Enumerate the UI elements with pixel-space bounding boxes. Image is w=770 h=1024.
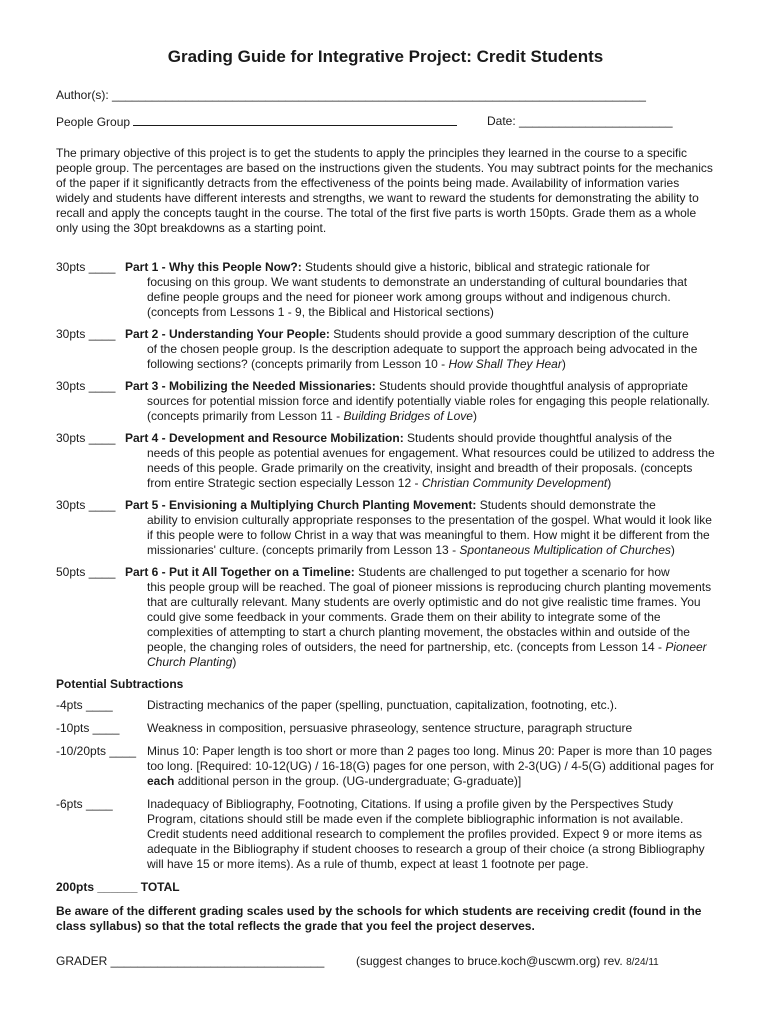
subtraction-text [147,797,715,872]
date-line: Date: _______________________ [487,114,673,128]
part-body [125,565,715,670]
part-lesson-title: How Shall They Hear [448,357,562,371]
subtraction-text-main: Weakness in composition, persuasive phraseology, sentence structure, paragraph structure [147,721,633,735]
part-lesson-title: Building Bridges of Love [343,409,473,423]
part-item [56,565,715,670]
part-points: 30pts ____ [56,498,116,512]
part-heading: Part 2 - Understanding Your People: [125,327,330,341]
part-heading: Part 1 - Why this People Now?: [125,260,302,274]
part-item [56,260,715,320]
subtraction-text [147,698,715,713]
people-group-date-row [56,114,715,130]
subtraction-points: -10pts ____ [56,721,120,735]
part-description: this people group will be reached. The goal of pioneer missions is reproducing church planting movements that are culturally relevant. Many students are overly optimistic and do not give realistic time frames. You could give some feedback in your comments. Grade them on their ability to integrate some of the complexities of attempting to start a church planting movement, the obstacles within and outside of the people, the changing roles of outsiders, the need for partnership, etc. (concepts from Lesson 14 - [147,580,712,654]
part-first-line: Students should demonstrate the [476,498,656,512]
part-points: 50pts ____ [56,565,116,579]
part-tail: ) [472,409,477,423]
grader-row [56,954,715,970]
subtraction-item [56,744,715,789]
part-body [125,260,715,320]
grader-line: GRADER ________________________________ [56,954,325,968]
part-item [56,431,715,491]
subtractions-heading: Potential Subtractions [56,677,184,691]
part-description: needs of this people as potential avenues for engagement. What resources could be utilized to address the needs of this people. Grade primarily on the creativity, insight and breadth of their proposals. (concepts from entire Strategic section especially Lesson 12 - [147,446,715,490]
subtraction-text-main: Inadequacy of Bibliography, Footnoting, Citations. If using a profile given by the Perspectives Study Program, citations should still be made even if the complete bibliographic information is not available. Credit students need additional research to complement the profiles provided. Expect 9 or more items as adequate in the Bibliography if student chooses to research a group of their choice (a strong Bibliography will have 15 or more items). As a rule of thumb, expect at least 1 footnote per page. [147,797,705,871]
part-points: 30pts ____ [56,431,116,445]
part-body [125,327,715,372]
part-description: sources for potential mission force and identify potentially viable roles for engaging this people relationally. (concepts primarily from Lesson 11 - [147,394,710,423]
authors-line: Author(s): ________________________________________________________________________________ [56,88,646,102]
part-first-line: Students should provide a good summary description of the culture [329,327,689,341]
subtraction-text [147,744,715,789]
part-item [56,498,715,558]
grading-scales-note: Be aware of the different grading scales used by the schools for which students are receiving credit (found in the class syllabus) so that the total reflects the grade that you feel the project deserves. [56,904,702,933]
part-tail: ) [670,543,675,557]
part-tail: ) [607,476,612,490]
part-lesson-title: Spontaneous Multiplication of Churches [459,543,671,557]
part-first-line: Students should give a historic, biblical and strategic rationale for [301,260,650,274]
part-description: ability to envision culturally appropriate responses to the presentation of the gospel. What would it look like if this people were to follow Christ in a way that was meaningful to them. How might it be different from the missionaries' culture. (concepts primarily from Lesson 13 - [147,513,712,557]
subtraction-emphasis: each [147,774,175,788]
part-lesson-title: Pioneer Church Planting [147,640,707,669]
part-body [125,379,715,424]
part-body [125,431,715,491]
suggestion-text: (suggest changes to bruce.koch@uscwm.org) rev. [356,954,627,968]
part-tail: ) [561,357,566,371]
people-group-field [56,114,487,130]
part-heading: Part 6 - Put it All Together on a Timeline: [125,565,355,579]
subtraction-item [56,721,715,736]
subtraction-points: -4pts ____ [56,698,113,712]
part-first-line: Students should provide thoughtful analysis of the [403,431,672,445]
part-points: 30pts ____ [56,260,116,274]
subtraction-text-main: Distracting mechanics of the paper (spelling, punctuation, capitalization, footnoting, etc.). [147,698,618,712]
part-heading: Part 4 - Development and Resource Mobilization: [125,431,404,445]
subtraction-text-after: additional person in the group. (UG-undergraduate; G-graduate)] [174,774,522,788]
people-group-label: People Group [56,115,131,129]
part-tail: ) [232,655,237,669]
subtraction-text [147,721,715,736]
subtraction-points: -10/20pts ____ [56,744,137,758]
part-item [56,327,715,372]
part-description: of the chosen people group. Is the description adequate to support the approach being advocated in the following sections? (concepts primarily from Lesson 10 - [147,342,698,371]
subtraction-item [56,797,715,872]
part-points: 30pts ____ [56,327,116,341]
intro-paragraph: The primary objective of this project is to get the students to apply the principles they learned in the course to a specific people group. The percentages are based on the instructions given the students. You may subtract points for the mechanics of the paper if it significantly detracts from the effectiveness of the points being made. Availability of information varies widely and students have different interests and strengths, we want to reward the students for demonstrating the ability to recall and apply the concepts taught in the course. The total of the first five parts is worth 150pts. Grade them as a whole only using the 30pt breakdowns as a starting point. [56,146,713,235]
part-heading: Part 5 - Envisioning a Multiplying Church Planting Movement: [125,498,477,512]
page-title: Grading Guide for Integrative Project: Credit Students [167,47,604,66]
total-line: 200pts ______ TOTAL [56,880,180,894]
part-heading: Part 3 - Mobilizing the Needed Missionaries: [125,379,376,393]
parts-list [56,260,715,670]
part-item [56,379,715,424]
part-lesson-title: Christian Community Development [421,476,608,490]
revision-date: 8/24/11 [626,957,659,968]
part-description: focusing on this group. We want students to demonstrate an understanding of cultural boundaries that define people groups and the need for pioneer work among groups without and indigenous church. (concepts from Lessons 1 - 9, the Biblical and Historical sections) [147,275,688,319]
part-first-line: Students should provide thoughtful analysis of appropriate [375,379,688,393]
part-points: 30pts ____ [56,379,116,393]
subtraction-text-main: Minus 10: Paper length is too short or more than 2 pages too long. Minus 20: Paper is more than 10 pages too long. [Required: 10-12(UG) / 16-18(G) pages for one person, with 2-3(UG) / 4-5(G) additional pages for [147,744,714,773]
part-first-line: Students are challenged to put together a scenario for how [354,565,670,579]
part-body [125,498,715,558]
subtraction-item [56,698,715,713]
people-group-blank [133,114,457,126]
subtraction-points: -6pts ____ [56,797,113,811]
suggestion-note [356,954,659,970]
subtractions-list [56,698,715,872]
